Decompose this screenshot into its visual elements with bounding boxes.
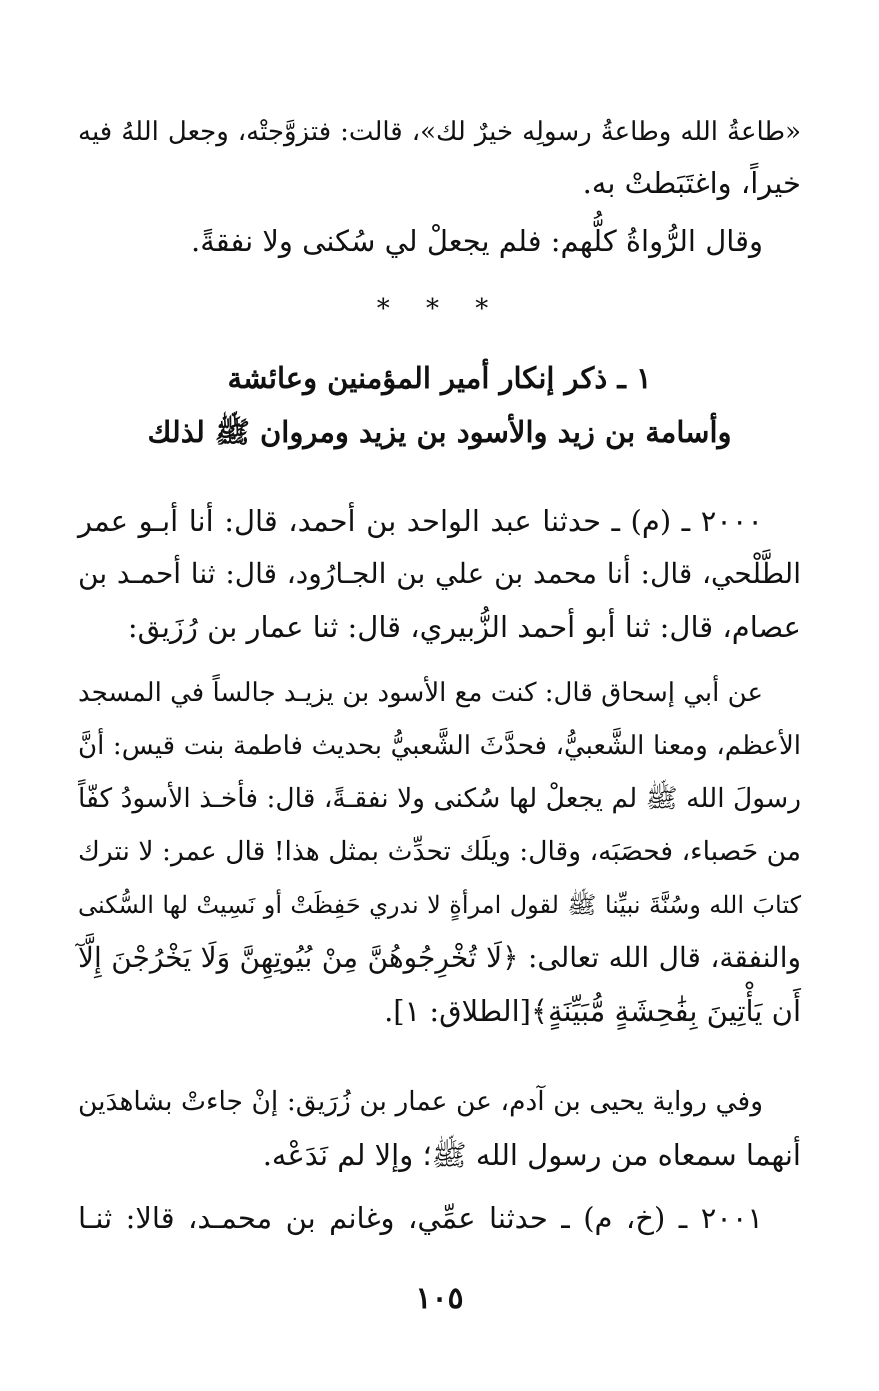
book-page: [78, 0, 801, 1391]
hadith-2000-line-1: ٢٠٠٠ ـ (م) ـ حدثنا عبد الواحد بن أحمد، قال: أنا أبـو عمر: [78, 504, 763, 538]
section-divider-stars: * * *: [376, 294, 503, 324]
quran-verse-line-2: أَن يَأْتِينَ بِفَٰحِشَةٍ مُّبَيِّنَةٍ﴾[الطلاق: ١].: [384, 994, 801, 1028]
paragraph-2-line-1: وقال الرُّواةُ كلُّهم: فلم يجعلْ لي سُكنى ولا نفقةً.: [191, 224, 763, 258]
variant-narration-line-2: أنهما سمعاه من رسول الله ﷺ؛ وإلا لم نَدَعْه.: [262, 1138, 801, 1172]
narration-line-4: من حَصباء، فحصَبَه، وقال: ويلَك تحدِّث بمثل هذا! قال عمر: لا نترك: [78, 836, 801, 867]
section-heading-line-2: وأسامة بن زيد والأسود بن يزيد ومروان ﷺ لذلك: [147, 415, 732, 449]
narration-line-2: الأعظم، ومعنا الشَّعبيُّ، فحدَّثَ الشَّعبيُّ بحديث فاطمة بنت قيس: أنَّ: [78, 731, 801, 761]
narration-line-5: كتابَ الله وسُنَّةَ نبيِّنا ﷺ لقول امرأةٍ لا ندري حَفِظَتْ أو نَسِيتْ لها السُّكنى: [78, 891, 801, 919]
hadith-2000-line-2: الطَّلْحي، قال: أنا محمد بن علي بن الجـارُود، قال: ثنا أحمـد بن: [78, 557, 801, 590]
paragraph-1-line-1: «طاعةُ الله وطاعةُ رسولِه خيرٌ لك»، قالت: فتزوَّجتْه، وجعل اللهُ فيه: [78, 117, 801, 147]
variant-narration-line-1: وفي رواية يحيى بن آدم، عن عمار بن زُرَيق: إنْ جاءتْ بشاهدَين: [78, 1086, 763, 1117]
narration-line-1: عن أبي إسحاق قال: كنت مع الأسود بن يزيـد جالساً في المسجد: [78, 678, 763, 708]
section-heading-line-1: ١ ـ ذكر إنكار أمير المؤمنين وعائشة: [227, 361, 652, 395]
quran-verse-line-1: والنفقة، قال الله تعالى: ﴿لَا تُخْرِجُوهُنَّ مِنْ بُيُوتِهِنَّ وَلَا يَخْرُجْنَ إِلَّآ: [78, 941, 801, 974]
narration-line-3: رسولَ الله ﷺ لم يجعلْ لها سُكنى ولا نفقـةً، قال: فأخـذ الأسودُ كفّاً: [78, 783, 801, 814]
hadith-2000-line-3: عصام، قال: ثنا أبو أحمد الزُّبيري، قال: ثنا عمار بن رُزَيق:: [127, 610, 801, 644]
page-number: ١٠٥: [415, 1281, 464, 1316]
paragraph-1-line-2: خيراً، واغتَبَطتْ به.: [582, 166, 801, 200]
hadith-2001-line-1: ٢٠٠١ ـ (خ، م) ـ حدثنا عمِّي، وغانم بن محمـد، قالا: ثنـا: [78, 1201, 763, 1235]
